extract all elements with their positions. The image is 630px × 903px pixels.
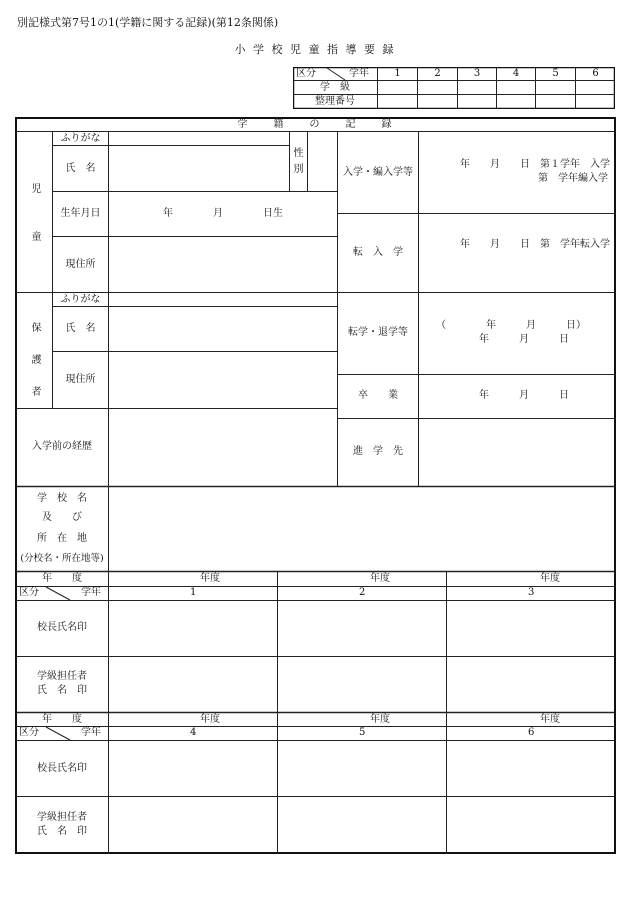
grade-header-4: 4 (512, 68, 520, 79)
grade-4: 4 (190, 727, 197, 738)
principal-seal-label-2: 校長氏名印 (37, 763, 87, 774)
hogosha-text: 保 護 者 (29, 322, 40, 402)
class-row-label: 学 級 (320, 82, 350, 93)
branch-school-label: (分校名・所在地等) (20, 553, 104, 564)
gakunen-label: 学年 (349, 68, 369, 79)
nendo-2-1: 年度 (200, 714, 220, 725)
grade-header-1: 1 (394, 68, 401, 79)
kubun-label-1: 区分 (19, 587, 39, 598)
principal-seal-label-1: 校長氏名印 (37, 622, 87, 633)
transfer-out-line1: （ 年 月 日） (436, 320, 586, 331)
nendo-2-2: 年度 (370, 714, 390, 725)
kubun-label: 区分 (296, 68, 316, 79)
gakunen-label-1: 学年 (81, 587, 101, 598)
hogosha-label (16, 322, 52, 406)
homeroom-teacher-label-1: 学級担任者 (37, 671, 87, 682)
gakunen-label-2: 学年 (81, 727, 101, 738)
enrollment-line1: 年 月 日 第１学年 入学 (460, 159, 610, 170)
guardian-furigana-label: ふりがな (60, 294, 101, 305)
grade-header-2: 2 (434, 68, 441, 79)
kubun-label-2: 区分 (19, 727, 39, 738)
guardian-address-label: 現住所 (65, 374, 96, 385)
grade-header-3: 3 (473, 68, 481, 79)
transfer-in-value: 年 月 日 第 学年転入学 (460, 239, 610, 250)
enrollment-label: 入学・編入学等 (343, 167, 413, 178)
grade-2: 2 (359, 587, 366, 598)
form-identifier: 別記様式第7号1の1(学籍に関する記録)(第12条関係) (17, 16, 279, 29)
nendo-1-2: 年度 (370, 573, 390, 584)
nendo-label-1: 年 度 (42, 573, 82, 584)
grade-5: 5 (359, 727, 366, 738)
pre-enrollment-history-label: 入学前の経歴 (32, 441, 92, 452)
child-address-label: 現住所 (65, 259, 96, 270)
homeroom-seal-label-1: 氏 名 印 (37, 685, 87, 696)
transfer-in-label: 転 入 学 (353, 247, 403, 258)
page-title: 小 学 校 児 童 指 導 要 録 (234, 43, 396, 56)
jido-text: 児 童 (29, 183, 40, 255)
gakuseki-section-title: 学 籍 の 記 録 (237, 119, 394, 130)
jido-label (16, 183, 52, 275)
school-and-label: 及 び (42, 512, 82, 523)
graduation-label: 卒 業 (358, 390, 398, 401)
birthdate-label: 生年月日 (60, 208, 101, 219)
seiri-number-row-label: 整理番号 (315, 96, 355, 107)
nendo-2-3: 年度 (540, 714, 560, 725)
guardian-name-label: 氏 名 (65, 323, 96, 334)
school-name-label: 学 校 名 (37, 493, 87, 504)
homeroom-teacher-label-2: 学級担任者 (37, 812, 87, 823)
child-furigana-label: ふりがな (60, 133, 101, 144)
next-school-label: 進 学 先 (353, 446, 403, 457)
grade-1: 1 (190, 587, 197, 598)
nendo-1-3: 年度 (540, 573, 560, 584)
grade-header-5: 5 (552, 68, 559, 79)
birthdate-value: 年 月 日生 (163, 208, 283, 219)
graduation-value: 年 月 日 (479, 390, 569, 401)
grade-6: 6 (528, 727, 535, 738)
sex-label: 性 別 (293, 148, 314, 175)
transfer-out-line2: 年 月 日 (479, 334, 569, 345)
homeroom-seal-label-2: 氏 名 印 (37, 826, 87, 837)
school-location-label: 所 在 地 (37, 533, 87, 544)
grade-3: 3 (528, 587, 535, 598)
enrollment-line2: 第 学年編入学 (538, 173, 608, 184)
nendo-label-2: 年 度 (42, 714, 82, 725)
child-name-label: 氏 名 (65, 163, 96, 174)
grade-header-6: 6 (592, 68, 599, 79)
nendo-1-1: 年度 (200, 573, 220, 584)
transfer-out-label: 転学・退学等 (348, 327, 408, 338)
